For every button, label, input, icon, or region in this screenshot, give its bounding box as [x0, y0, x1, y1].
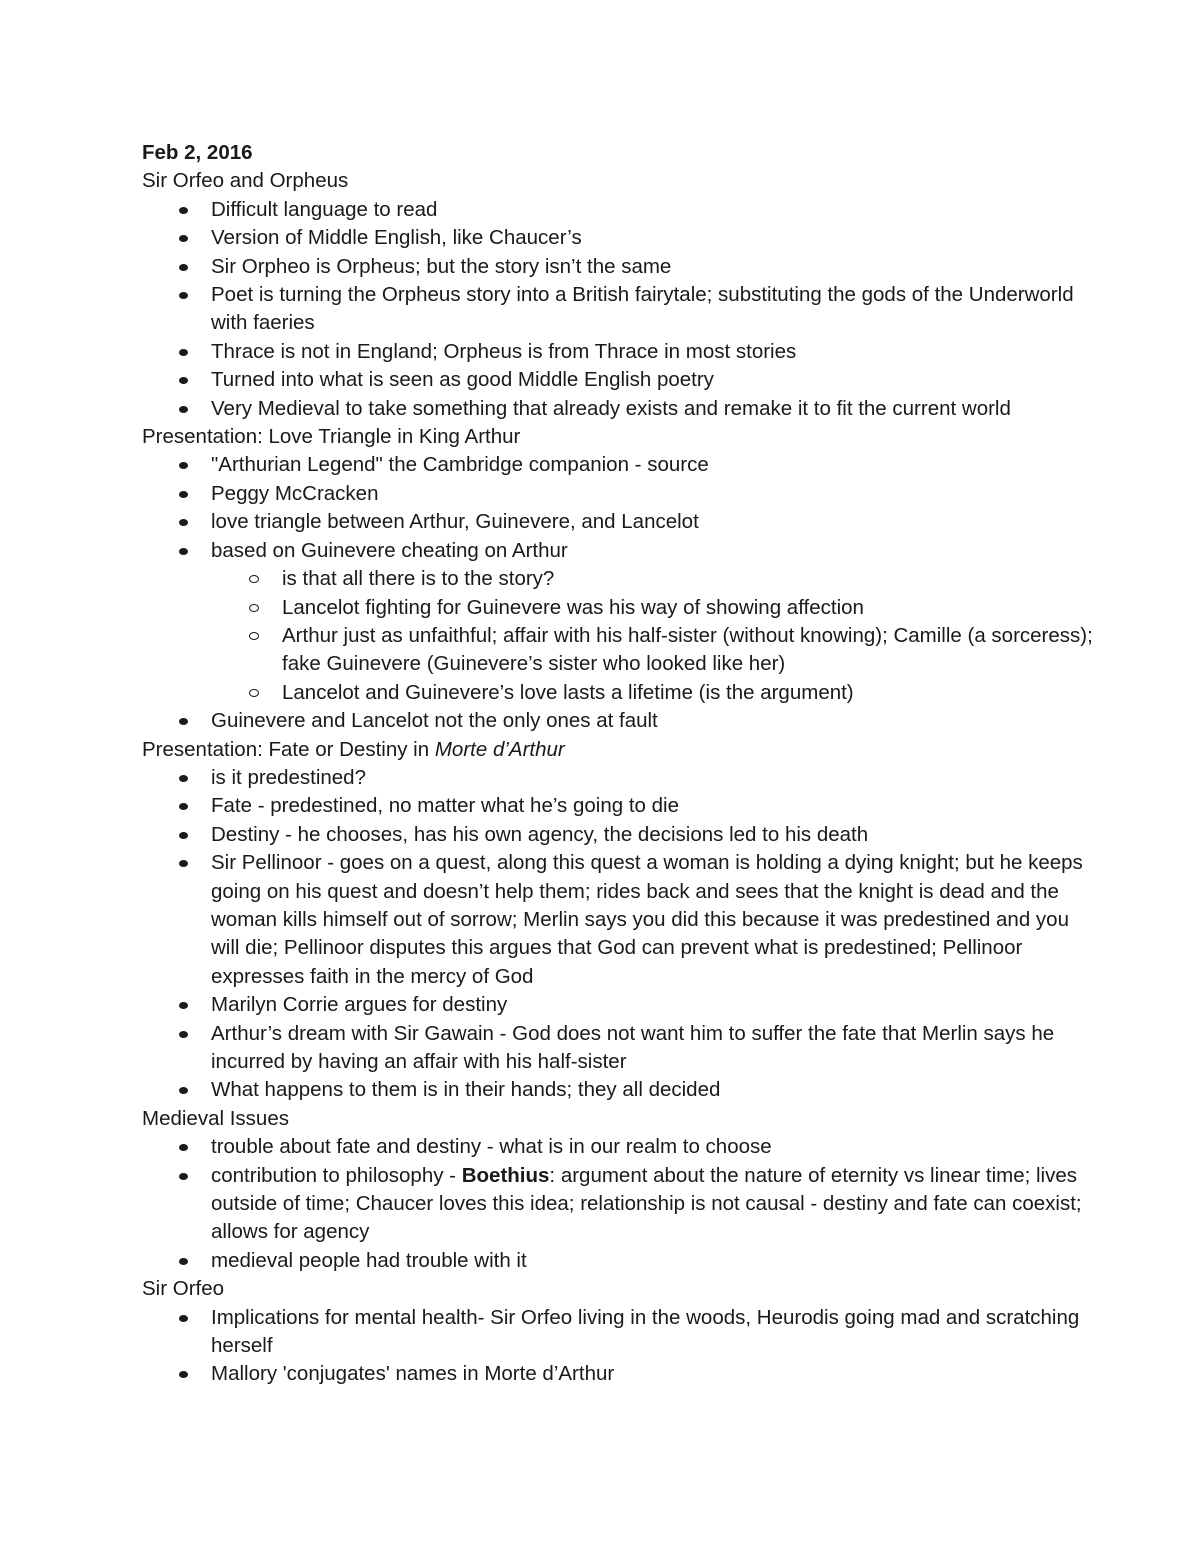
bullet-icon — [179, 718, 188, 725]
list-item — [142, 1020, 1102, 1077]
note-date: Feb 2, 2016 — [142, 141, 253, 164]
bullet-icon — [179, 377, 188, 384]
bullet-icon — [179, 264, 188, 271]
list-item — [142, 1304, 1102, 1361]
list-item — [142, 792, 1102, 820]
bullet-icon — [179, 548, 188, 555]
hollow-bullet-icon — [249, 604, 259, 612]
list-item-text: Marilyn Corrie argues for destiny — [211, 993, 508, 1017]
section-heading: Medieval Issues — [142, 1106, 289, 1130]
list-item-text: trouble about fate and destiny - what is in our realm to choose — [211, 1135, 772, 1159]
bullet-icon — [179, 1144, 188, 1151]
list-item-bold-text: Boethius — [461, 1163, 550, 1187]
bullet-icon — [179, 519, 188, 526]
bullet-icon — [179, 1173, 188, 1180]
list-item-text: : argument about the nature of eternity vs linear time; lives outside of time; Chaucer loves this idea; relationship is not causal - destiny and fate can coexist; allows for agency — [211, 1163, 1082, 1244]
hollow-bullet-icon — [249, 689, 259, 697]
list-item-text: Difficult language to read — [211, 197, 438, 221]
list-item — [142, 366, 1102, 394]
list-item-text: Fate - predestined, no matter what he’s going to die — [211, 794, 679, 818]
list-item — [142, 764, 1102, 792]
bullet-icon — [179, 292, 188, 299]
bullet-list — [142, 451, 1102, 735]
section-heading: Presentation: Love Triangle in King Arthur — [142, 425, 521, 449]
bullet-icon — [179, 775, 188, 782]
bullet-icon — [179, 491, 188, 498]
section-heading-text: Presentation: Fate or Destiny in — [142, 737, 435, 761]
list-item — [142, 508, 1102, 536]
list-item-text: Very Medieval to take something that already exists and remake it to fit the current world — [211, 396, 1011, 420]
section-heading-italic: Morte d’Arthur — [434, 737, 565, 761]
bullet-icon — [179, 406, 188, 413]
list-item — [142, 1076, 1102, 1104]
sub-bullet-list — [211, 565, 1102, 707]
bullet-icon — [179, 207, 188, 214]
bullet-icon — [179, 235, 188, 242]
list-item-text: "Arthurian Legend" the Cambridge companion - source — [211, 453, 709, 477]
bullet-list — [142, 1304, 1102, 1389]
bullet-icon — [179, 349, 188, 356]
sub-list-item-text: is that all there is to the story? — [282, 567, 555, 591]
list-item-text: contribution to philosophy - — [211, 1163, 462, 1187]
list-item-text: What happens to them is in their hands; they all decided — [211, 1078, 721, 1102]
sub-list-item — [142, 622, 1102, 679]
list-item-text: Poet is turning the Orpheus story into a British fairytale; substituting the gods of the Underworld with faeries — [211, 283, 1074, 335]
hollow-bullet-icon — [249, 575, 259, 583]
bullet-icon — [179, 860, 188, 867]
bullet-list — [142, 1133, 1102, 1275]
list-item — [142, 196, 1102, 224]
list-item — [142, 821, 1102, 849]
list-item-text: Version of Middle English, like Chaucer’s — [211, 226, 582, 250]
list-item — [142, 1360, 1102, 1388]
list-item-text: Peggy McCracken — [211, 481, 379, 505]
list-item-text: love triangle between Arthur, Guinevere, and Lancelot — [211, 510, 699, 534]
hollow-bullet-icon — [249, 632, 259, 640]
bullet-icon — [179, 832, 188, 839]
list-item-text: Guinevere and Lancelot not the only ones at fault — [211, 709, 658, 733]
bullet-icon — [179, 1002, 188, 1009]
bullet-icon — [179, 1258, 188, 1265]
list-item — [142, 451, 1102, 479]
list-item-text: medieval people had trouble with it — [211, 1248, 527, 1272]
sub-list-item-text: Lancelot and Guinevere’s love lasts a lifetime (is the argument) — [282, 680, 854, 704]
list-item-text: is it predestined? — [211, 765, 366, 789]
list-item — [142, 1247, 1102, 1275]
section-heading: Sir Orfeo and Orpheus — [142, 169, 349, 193]
list-item — [142, 1133, 1102, 1161]
list-item — [142, 707, 1102, 735]
section-heading: Sir Orfeo — [142, 1277, 225, 1301]
bullet-list — [142, 196, 1102, 423]
bullet-icon — [179, 1087, 188, 1094]
bullet-icon — [179, 803, 188, 810]
list-item — [142, 395, 1102, 423]
list-item — [142, 224, 1102, 252]
bullet-icon — [179, 1371, 188, 1378]
list-item — [142, 849, 1102, 991]
list-item-text: Sir Orpheo is Orpheus; but the story isn’t the same — [211, 254, 672, 278]
sub-list-item-text: Arthur just as unfaithful; affair with his half-sister (without knowing); Camille (a sorceress); fake Guinevere (Guinevere’s sister who looked like her) — [282, 623, 1093, 676]
document-page — [142, 139, 1102, 1389]
list-item-text: Turned into what is seen as good Middle English poetry — [211, 368, 714, 392]
list-item-text: Mallory 'conjugates' names in Morte d’Arthur — [211, 1362, 615, 1386]
list-item — [142, 1162, 1102, 1247]
bullet-icon — [179, 462, 188, 469]
list-item — [142, 338, 1102, 366]
sub-list-item-text: Lancelot fighting for Guinevere was his way of showing affection — [282, 595, 864, 619]
list-item-text: Arthur’s dream with Sir Gawain - God does not want him to suffer the fate that Merlin says he incurred by having an affair with his half-sister — [211, 1021, 1055, 1073]
list-item-text: Implications for mental health- Sir Orfeo living in the woods, Heurodis going mad and scratching herself — [211, 1305, 1080, 1358]
list-item-text: Sir Pellinoor - goes on a quest, along this quest a woman is holding a dying knight; but he keeps going on his quest and doesn’t help them; rides back and sees that the knight is dead and the woman kills himself out of sorrow; Merlin says you did this because it was predestined and you will die; Pellinoor disputes this argues that God can prevent what is predestined; Pellinoor expresses faith in the mercy of God — [211, 851, 1083, 988]
section-heading — [142, 736, 1102, 764]
bullet-icon — [179, 1315, 188, 1322]
sub-list-item — [142, 565, 1102, 593]
list-item — [142, 281, 1102, 338]
bullet-list — [142, 764, 1102, 1105]
list-item — [142, 537, 1102, 707]
list-item — [142, 991, 1102, 1019]
list-item — [142, 253, 1102, 281]
list-item-text: based on Guinevere cheating on Arthur — [211, 538, 568, 562]
list-item-text: Thrace is not in England; Orpheus is from Thrace in most stories — [211, 339, 797, 363]
list-item-text: Destiny - he chooses, has his own agency, the decisions led to his death — [211, 822, 869, 846]
bullet-icon — [179, 1031, 188, 1038]
sub-list-item — [142, 679, 1102, 707]
list-item — [142, 480, 1102, 508]
sub-list-item — [142, 594, 1102, 622]
